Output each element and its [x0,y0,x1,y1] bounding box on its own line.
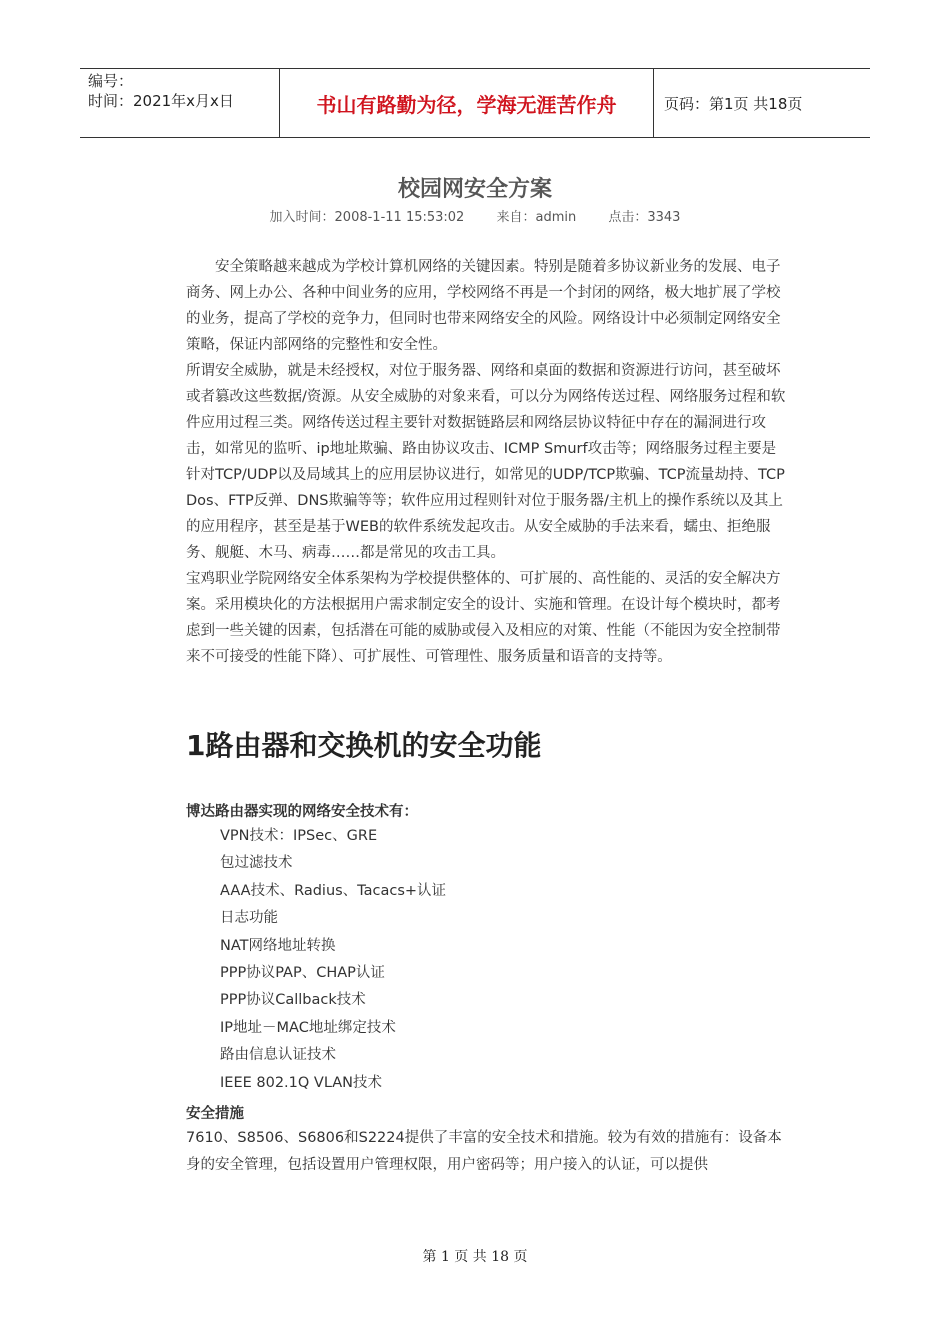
paragraph-architecture: 宝鸡职业学院网络安全体系架构为学校提供整体的、可扩展的、高性能的、灵活的安全解决方案。采用模块化的方法根据用户需求制定安全的设计、实施和管理。在设计每个模块时，都考虑到一些关键的因素，包括潜在可能的威胁或侵入及相应的对策、性能（不能因为安全控制带来不可接受的性能下降）、可扩展性、可管理性、服务质量和语音的支持等。 [186,571,781,665]
list-item: 日志功能 [220,910,278,927]
list-item: IP地址－MAC地址绑定技术 [220,1019,396,1036]
added-time: 加入时间：2008-1-11 15:53:02 [269,210,465,225]
header-left-cell [80,69,280,137]
list-item: 路由信息认证技术 [220,1047,336,1064]
page-title: 校园网安全方案 [397,176,552,202]
click-count: 点击：3343 [608,210,681,225]
source: 来自：admin [496,210,577,225]
motto: 书山有路勤为径，学海无涯苦作舟 [280,69,654,137]
security-tech-list [220,823,446,1097]
number-label: 编号： [88,72,134,90]
time-label: 时间：2021年x月x日 [88,92,234,110]
section-heading: 1路由器和交换机的安全功能 [186,729,542,762]
list-item: NAT网络地址转换 [220,937,336,954]
paragraph-intro: 安全策略越来越成为学校计算机网络的关键因素。特别是随着多协议新业务的发展、电子商务、网上办公、各种中间业务的应用，学校网络不再是一个封闭的网络，极大地扩展了学校的业务，提高了学校的竞争力，但同时也带来网络安全的风险。网络设计中必须制定网络安全策略，保证内部网络的完整性和安全性。 [186,259,781,353]
list-item: 包过滤技术 [220,855,293,872]
list-item: VPN技术：IPSec、GRE [220,828,378,844]
subheading-router-tech: 博达路由器实现的网络安全技术有： [186,804,418,820]
page-footer: 第 1 页 共 18 页 [422,1249,528,1265]
paragraph-measures: 7610、S8506、S6806和S2224提供了丰富的安全技术和措施。较为有效的措施有：设备本身的安全管理，包括设置用户管理权限，用户密码等；用户接入的认证，可以提供 [186,1130,782,1173]
list-item: PPP协议Callback技术 [220,992,366,1009]
paragraph-threats: 所谓安全威胁，就是未经授权，对位于服务器、网络和桌面的数据和资源进行访问，甚至破坏或者篡改这些数据/资源。从安全威胁的对象来看，可以分为网络传送过程、网络服务过程和软件应用过程三类。网络传送过程主要针对数据链路层和网络层协议特征中存在的漏洞进行攻击，如常见的监听、ip地址欺骗、路由协议攻击、ICMP Smurf攻击等；网络服务过程主要是针对TCP/UDP以及局域其上的应用层协议进行，如常见的UDP/TCP欺骗、TCP流量劫持、TCP Dos、FTP反弹、DNS欺骗等等；软件应用过程则针对位于服务器/主机上的操作系统以及其上的应用程序，甚至是基于WEB的软件系统发起攻击。从安全威胁的手法来看，蠕虫、拒绝服务、舰艇、木马、病毒……都是常见的攻击工具。 [186,363,786,561]
article-meta [0,206,950,225]
page-info: 页码：第1页 共18页 [664,94,803,113]
header-table [80,68,870,138]
subheading-measures: 安全措施 [186,1106,244,1122]
list-item: IEEE 802.1Q VLAN技术 [220,1074,382,1091]
list-item: PPP协议PAP、CHAP认证 [220,965,385,982]
list-item: AAA技术、Radius、Tacacs+认证 [220,882,447,899]
article-body [186,254,790,670]
